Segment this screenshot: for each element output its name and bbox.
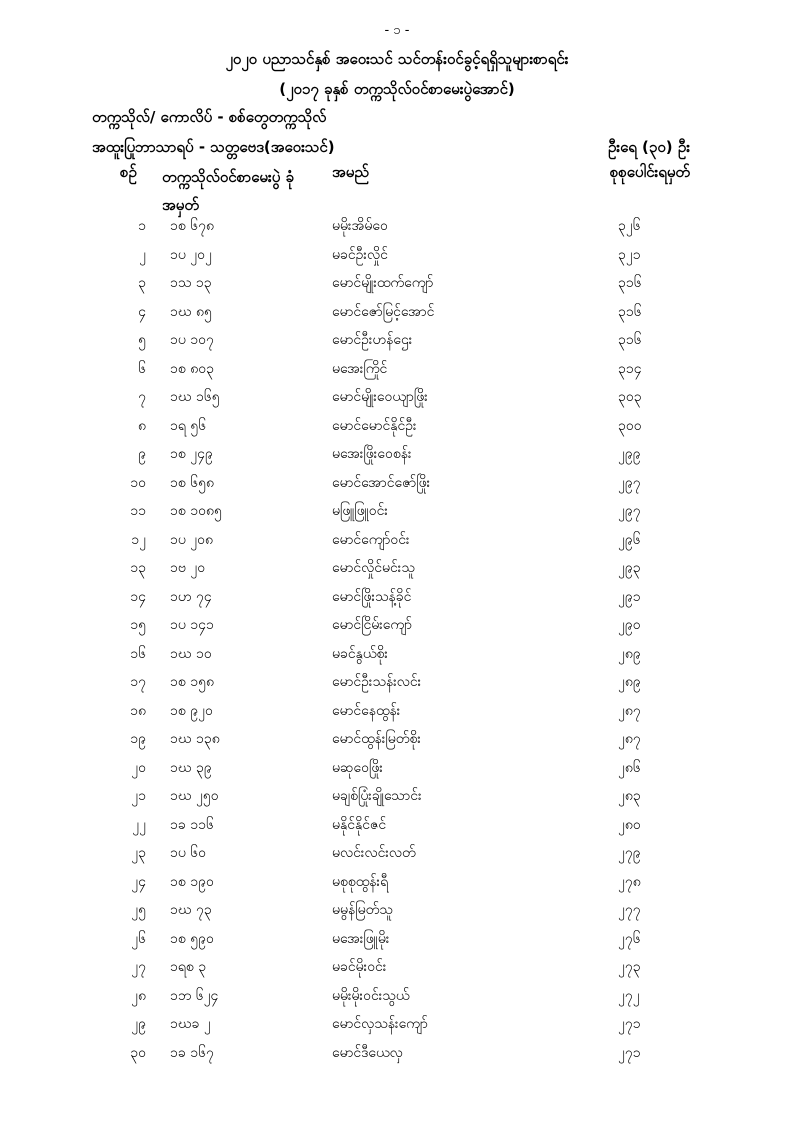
table-row (0, 668, 794, 697)
document-subtitle: (၂၀၁၇ ခုနှစ် တက္ကသိုလ်ဝင်စာမေးပွဲအောင်) (279, 80, 515, 98)
table-row (0, 611, 794, 640)
table-row (0, 839, 794, 868)
total-marks: ၂၇၇ (618, 902, 641, 918)
roll-number: ၁ဟ ၇၄ (170, 588, 212, 605)
row-number: ၂၂ (132, 816, 146, 833)
table-row (0, 583, 794, 612)
row-number: ၂၇ (131, 959, 146, 975)
roll-number: ၁ပ ၆၀ (170, 845, 207, 861)
total-marks: ၂၇၂ (618, 987, 640, 1004)
student-name: မောင်ဦးဟန်ဌေး (332, 332, 413, 348)
table-row (0, 412, 794, 441)
total-marks: ၂၇၈ (618, 873, 641, 890)
total-marks: ၃၀၀ (618, 417, 642, 434)
table-row (0, 469, 794, 498)
student-name: မောင်လှိုင်မင်းသူ (332, 560, 415, 576)
total-marks: ၃၂၁ (618, 246, 641, 263)
table-row (0, 383, 794, 412)
total-marks: ၂၈၃ (618, 788, 641, 804)
row-number: ၂ (139, 246, 146, 263)
row-number: ၂၈ (131, 987, 146, 1004)
roll-number: ၁ဃ ၁၀ (170, 645, 212, 662)
table-row (0, 554, 794, 583)
table-row (0, 725, 794, 754)
student-name: မဖြူဖြူဝင်း (332, 503, 388, 519)
column-header-no: စဉ် (120, 163, 137, 181)
roll-number: ၁ဃ ၁၆၅ (170, 389, 220, 405)
table-row (0, 953, 794, 982)
row-number: ၁၂ (131, 531, 146, 548)
student-name: မောင်မောင်နိုင်ဦး (332, 417, 417, 434)
table-row (0, 697, 794, 726)
student-name: မစုစုထွန်းရီ (332, 873, 389, 890)
total-marks: ၂၉၉ (618, 446, 641, 462)
row-number: ၁၈ (130, 702, 146, 719)
total-marks: ၃၂၆ (618, 218, 641, 234)
table-row (0, 640, 794, 669)
roll-number: ၁ဃ ၁၃၈ (170, 731, 220, 747)
roll-number: ၁ရစ ၃ (170, 959, 207, 975)
row-number: ၅ (138, 332, 146, 348)
roll-number: ၁စ ၂၄၉ (170, 446, 213, 462)
student-name: မမိုးမိုးဝင်းသွယ် (332, 987, 410, 1004)
student-name: မခင်မိုးဝင်း (332, 959, 387, 975)
student-name: မောင်အောင်ဇော်ဖြိုး (332, 474, 431, 491)
table-row (0, 269, 794, 298)
student-name: မခင်နွယ်စိုး (332, 645, 388, 662)
row-number: ၄ (138, 303, 146, 320)
total-marks: ၂၈၉ (618, 674, 641, 690)
student-name: မောင်ကျော်ဝင်း (332, 531, 410, 548)
total-marks: ၃၁၆ (618, 275, 642, 291)
student-name: မောင်ထွန်းမြတ်စိုး (332, 731, 421, 747)
table-row (0, 811, 794, 840)
row-number: ၈ (138, 417, 146, 434)
row-number: ၂၅ (131, 902, 146, 918)
row-number: ၂၁ (131, 788, 146, 804)
table-row (0, 868, 794, 897)
roll-number: ၁ပ ၂၀၈ (170, 531, 214, 548)
total-marks: ၂၈၇ (618, 731, 641, 747)
university-label: တက္ကသိုလ်/ ကောလိပ် - စစ်တွေတက္ကသိုလ် (92, 108, 327, 126)
row-number: ၁၄ (130, 588, 146, 605)
roll-number: ၁စ ၅၉၀ (170, 930, 214, 947)
roll-number: ၁စ ၁၅၈ (170, 674, 214, 690)
row-number: ၃ (138, 275, 146, 291)
total-marks: ၂၉၆ (618, 531, 641, 548)
roll-number: ၁စ ၈၀၃ (170, 360, 214, 377)
column-header-name: အမည် (332, 163, 369, 181)
roll-number: ၁ဘ ၆၂၄ (170, 987, 219, 1004)
row-number: ၁၉ (130, 731, 146, 747)
roll-number: ၁ဃ ၂၅၀ (170, 788, 219, 804)
row-number: ၇ (138, 389, 146, 405)
total-marks: ၂၇၁ (618, 1016, 641, 1032)
total-marks: ၃၀၃ (618, 389, 642, 405)
total-marks: ၃၁၆ (618, 332, 642, 348)
roll-number: ၁ရ ၅၆ (170, 417, 207, 434)
row-number: ၁၃ (130, 560, 146, 576)
roll-number: ၁ပ ၁၀၇ (170, 332, 214, 348)
row-number: ၉ (138, 446, 146, 462)
row-number: ၂၃ (131, 845, 146, 861)
roll-number: ၁ဗ ၂၀ (170, 560, 206, 576)
row-number: ၁၀ (130, 474, 146, 491)
row-number: ၂၆ (131, 930, 146, 947)
row-number: ၁၆ (130, 645, 146, 662)
table-row (0, 355, 794, 384)
row-number: ၂၀ (131, 759, 146, 776)
student-name: မမိုးအိမ်ဝေ (332, 218, 388, 234)
total-marks: ၃၁၄ (618, 360, 642, 377)
table-row (0, 526, 794, 555)
total-marks: ၂၇၉ (618, 845, 641, 861)
student-name: မောင်ဖြိုးသန့်ခိုင် (332, 588, 412, 605)
column-header-roll: တက္ကသိုလ်ဝင်စာမေးပွဲ ခုံအမှတ် (162, 168, 294, 214)
document-title: ၂၀၂၀ ပညာသင်နှစ် အဝေးသင် သင်တန်းဝင်ခွင့်ရရှိသူများစာရင်း (225, 50, 569, 68)
roll-number: ၁ဃ ၇၃ (170, 902, 212, 918)
total-marks: ၂၉၁ (618, 588, 641, 605)
roll-number: ၁ခ ၁၁၆ (170, 816, 214, 833)
roll-number: ၁စ ၁၉၀ (170, 873, 214, 890)
table-row (0, 440, 794, 469)
row-number: ၁၅ (130, 617, 146, 633)
count-label: ဦးရေ (၃၀) ဦး (607, 138, 690, 156)
total-marks: ၂၉၃ (618, 560, 641, 576)
total-marks: ၂၉၀ (618, 617, 641, 633)
table-row (0, 754, 794, 783)
student-name: မောင်ဦးသန်းလင်း (332, 674, 422, 690)
student-name: မချစ်ပြုံးချိုသောင်း (332, 788, 422, 804)
roll-number: ၁ဃ ၃၉ (170, 759, 212, 776)
total-marks: ၂၇၆ (618, 930, 641, 947)
table-row (0, 298, 794, 327)
row-number: ၃၀ (130, 1044, 146, 1061)
page-number: - ၁ - (384, 23, 410, 38)
table-row (0, 326, 794, 355)
table-row (0, 241, 794, 270)
table-row (0, 896, 794, 925)
row-number: ၁ (138, 218, 146, 234)
total-marks: ၂၉၇ (618, 474, 641, 491)
column-header-marks: စုစုပေါင်းရမှတ် (609, 163, 690, 181)
student-table (0, 212, 794, 1067)
subject-label: အထူးပြုဘာသာရပ် - သတ္တဗေဒ(အဝေးသင်) (92, 138, 335, 156)
row-number: ၁၁ (130, 503, 146, 519)
roll-number: ၁ခ ၁၆၇ (170, 1044, 214, 1061)
row-number: ၁၇ (130, 674, 146, 690)
table-row (0, 982, 794, 1011)
table-row (0, 1039, 794, 1068)
roll-number: ၁စ ၉၂၀ (170, 702, 213, 719)
roll-number: ၁ပ ၂၀၂ (170, 246, 212, 263)
student-name: မအေးဖြူမိုး (332, 930, 390, 947)
row-number: ၂၄ (131, 873, 146, 890)
row-number: ၂၉ (131, 1016, 146, 1032)
total-marks: ၂၇၁ (618, 1044, 641, 1061)
total-marks: ၂၈၉ (618, 645, 641, 662)
student-name: မမွန်မြတ်သူ (332, 902, 393, 918)
student-name: မောင်မျိုးဝေယျာဖြိုး (332, 389, 428, 405)
student-name: မောင်မျိုးထက်ကျော် (332, 275, 434, 291)
student-name: မောင်ငြိမ်းကျော် (332, 617, 413, 633)
student-name: မခင်ဦးလှိုင် (332, 246, 388, 263)
total-marks: ၂၈၆ (618, 759, 641, 776)
table-row (0, 925, 794, 954)
student-name: မအေးကြိုင် (332, 360, 388, 377)
student-name: မောင်ဇော်မြင့်အောင် (332, 303, 435, 320)
roll-number: ၁စ ၁၀၈၅ (170, 503, 222, 519)
row-number: ၆ (138, 360, 146, 377)
total-marks: ၂၇၃ (618, 959, 641, 975)
table-row (0, 212, 794, 241)
total-marks: ၂၉၇ (618, 503, 641, 519)
roll-number: ၁ဃ ၈၅ (170, 303, 212, 320)
student-name: မအေးဖြိုးဝေစန်း (332, 446, 412, 462)
table-row (0, 497, 794, 526)
roll-number: ၁စ ၆၇၈ (170, 218, 214, 234)
student-name: မောင်လှသန်းကျော် (332, 1016, 428, 1032)
student-name: မနိုင်နိုင်ဇင် (332, 816, 387, 833)
total-marks: ၂၈၇ (618, 702, 641, 719)
student-name: မလင်းလင်းလတ် (332, 845, 416, 861)
total-marks: ၃၁၆ (618, 303, 642, 320)
roll-number: ၁ဃခ ၂ (170, 1016, 211, 1032)
table-row (0, 1010, 794, 1039)
student-name: မောင်ဒီယေလှ (332, 1044, 403, 1061)
table-row (0, 782, 794, 811)
roll-number: ၁ပ ၁၄၁ (170, 617, 214, 633)
student-name: မဆုဝေဖြိုး (332, 759, 383, 776)
total-marks: ၂၈၀ (618, 816, 641, 833)
roll-number: ၁သ ၁၃ (170, 275, 212, 291)
roll-number: ၁စ ၆၅၈ (170, 474, 214, 491)
student-name: မောင်နေထွန်း (332, 702, 401, 719)
